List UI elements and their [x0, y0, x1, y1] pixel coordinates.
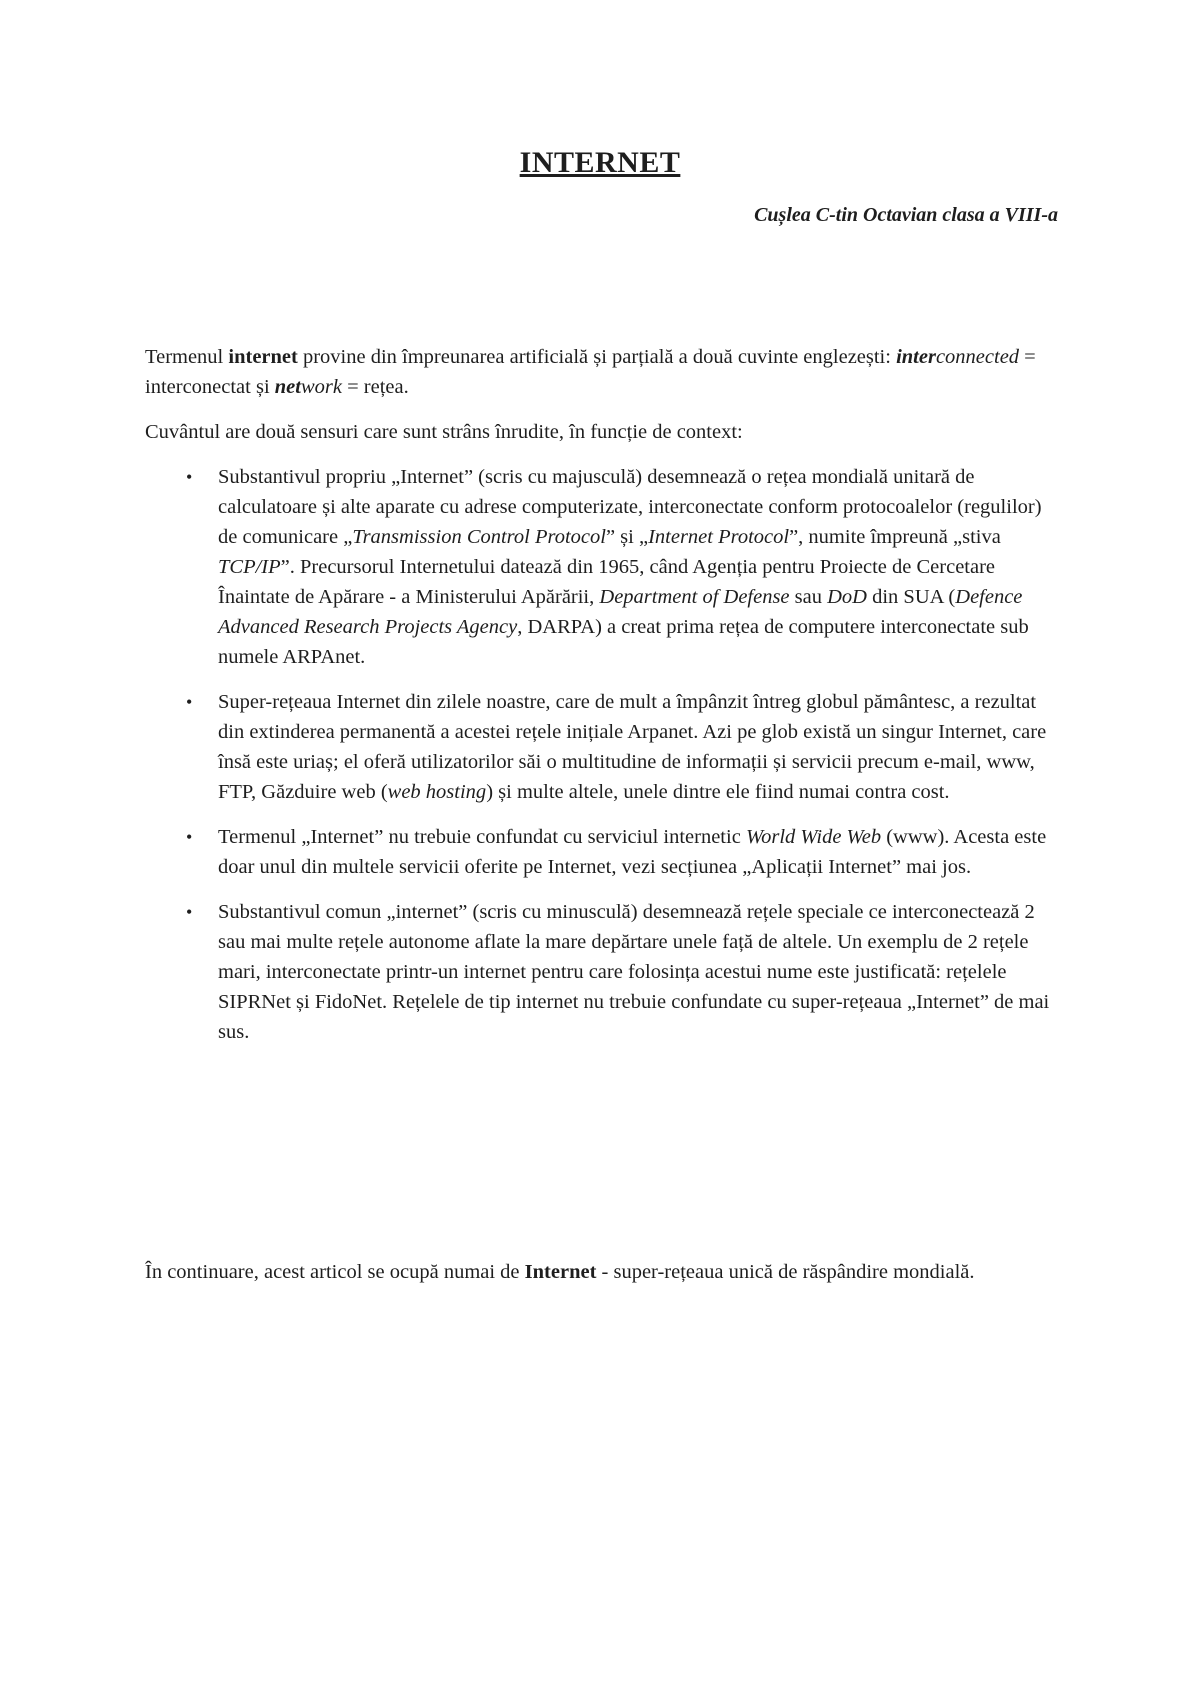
author-line: Cușlea C-tin Octavian clasa a VIII-a: [754, 204, 1058, 226]
intro-paragraph: Termenul internet provine din împreunarea artificială și parțială a două cuvinte englezești: interconnected = interconectat și network = rețea.: [145, 346, 1036, 398]
list-item: • Super-rețeaua Internet din zilele noastre, care de mult a împânzit întreg globul pământesc, a rezultat din extinderea permanentă a acestei rețele inițiale Arpanet. Azi pe glob există un singur Internet, care însă este uriaș; el oferă utilizatorilor săi o multitudine de informații și servicii precum e-mail, www, FTP, Găzduire web (web hosting) și multe altele, unele dintre ele fiind numai contra cost.: [145, 687, 1060, 807]
page-title: INTERNET: [519, 146, 681, 179]
term-internet: internet: [228, 346, 298, 368]
term-internet-final: Internet: [524, 1261, 597, 1283]
bullet-icon: •: [186, 902, 193, 922]
bullet-icon: •: [186, 467, 193, 487]
closing-paragraph: În continuare, acest articol se ocupă numai de Internet - super-rețeaua unică de răspândire mondială.: [145, 1261, 975, 1283]
list-item: • Termenul „Internet” nu trebuie confundat cu serviciul internetic World Wide Web (www). Acesta este doar unul din multele servicii oferite pe Internet, vezi secțiunea „Aplicații Internet” mai jos.: [145, 822, 1060, 882]
list-item: • Substantivul comun „internet” (scris cu minusculă) desemnează rețele speciale ce interconectează 2 sau mai multe rețele autonome aflate la mare depărtare unele față de altele. Un exemplu de 2 rețele mari, interconectate printr-un internet pentru care folosința acestui nume este justificată: rețelele SIPRNet și FidoNet. Rețelele de tip internet nu trebuie confundate cu super-rețeaua „Internet” de mai sus.: [145, 897, 1060, 1047]
meanings-list: [145, 462, 1060, 1062]
list-item: • Substantivul propriu „Internet” (scris cu majusculă) desemnează o rețea mondială unitară de calculatoare și alte aparate cu adrese computerizate, interconectate conform protocoalelor (regulilor) de comunicare „Transmission Control Protocol” și „Internet Protocol”, numite împreună „stiva TCP/IP”. Precursorul Internetului datează din 1965, când Agenția pentru Proiecte de Cercetare Înaintate de Apărare - a Ministerului Apărării, Department of Defense sau DoD din SUA (Defence Advanced Research Projects Agency, DARPA) a creat prima rețea de computere interconectate sub numele ARPAnet.: [145, 462, 1060, 672]
context-paragraph: Cuvântul are două sensuri care sunt strâns înrudite, în funcție de context:: [145, 421, 743, 443]
bullet-icon: •: [186, 827, 193, 847]
bullet-icon: •: [186, 692, 193, 712]
